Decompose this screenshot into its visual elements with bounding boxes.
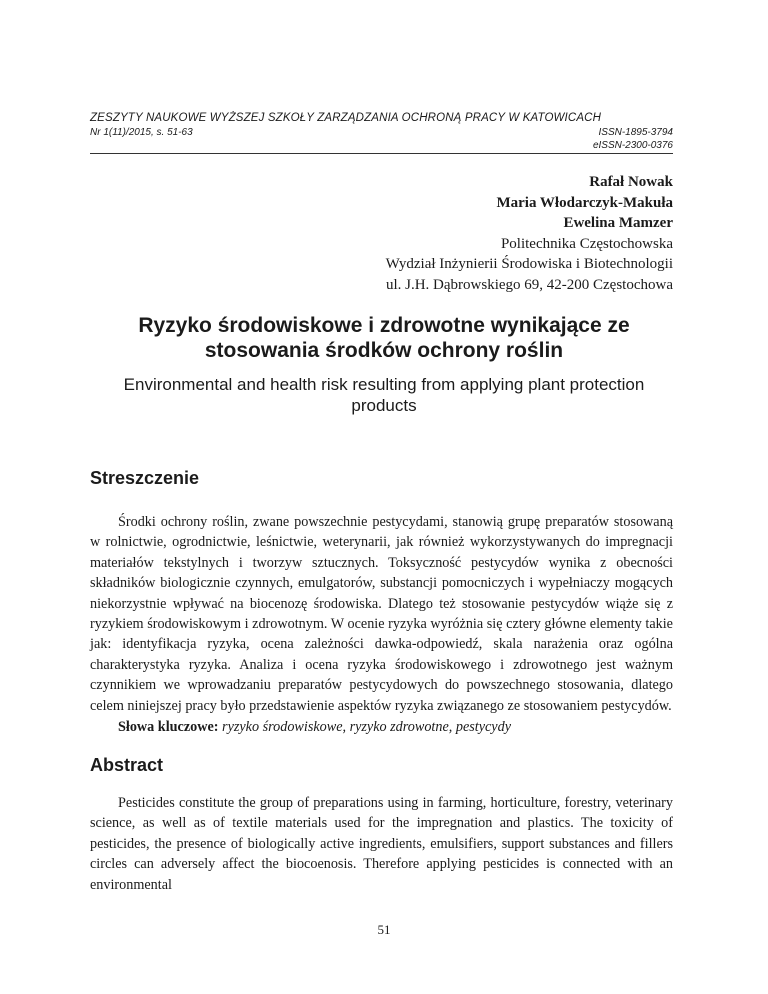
- journal-title: ZESZYTY NAUKOWE WYŻSZEJ SZKOŁY ZARZĄDZANIA OCHRONĄ PRACY W KATOWICACH: [90, 112, 602, 124]
- abstract-text: Pesticides constitute the group of preparations using in farming, horticulture, forestry, veterinary science, as well as of textile materials used for the impregnation and plastics. The toxicity of pesticides, the presence of biologically active ingredients, emulsifiers, support substances and fillers circles can adversely affect the biocoenosis. Therefore applying pesticides is connected with an environmental: [90, 795, 673, 893]
- page-number: 51: [377, 922, 391, 937]
- keywords-label: Słowa kluczowe:: [118, 719, 219, 735]
- author-name: Maria Włodarczyk-Makuła: [496, 194, 673, 211]
- abstract-heading: Abstract: [90, 755, 164, 775]
- keywords-text: ryzyko środowiskowe, ryzyko zdrowotne, pestycydy: [222, 719, 511, 735]
- article-title-en: Environmental and health risk resulting from applying plant protection products: [123, 375, 645, 415]
- author-name: Rafał Nowak: [589, 174, 673, 190]
- affiliation-faculty: Wydział Inżynierii Środowiska i Biotechnologii: [385, 256, 673, 272]
- affiliation-university: Politechnika Częstochowska: [500, 235, 673, 252]
- author-name: Ewelina Mamzer: [563, 215, 673, 231]
- issue-row: [90, 127, 673, 138]
- eissn: eISSN-2300-0376: [592, 140, 673, 151]
- header-divider: [90, 153, 673, 154]
- author-block: [386, 172, 673, 295]
- issn: ISSN-1895-3794: [598, 127, 673, 138]
- keywords-line: [118, 719, 511, 736]
- issue-info: Nr 1(11)/2015, s. 51-63: [90, 127, 193, 138]
- streszczenie-heading: Streszczenie: [90, 468, 200, 488]
- affiliation-address: ul. J.H. Dąbrowskiego 69, 42-200 Częstochowa: [385, 276, 673, 293]
- streszczenie-text: Środki ochrony roślin, zwane powszechnie pestycydami, stanowią grupę preparatów stosowaną w rolnictwie, ogrodnictwie, leśnictwie, weterynarii, jak również wykorzystywanych do impregnacji materiałów tekstylnych i tworzyw sztucznych. Toksyczność pestycydów wynika z obecności składników biologicznie czynnych, emulgatorów, substancji pomocniczych i wypełniaczy mogących niekorzystnie wpływać na biocenozę środowiska. Dlatego też stosowanie pestycydów wiąże się z ryzykiem środowiskowym i zdrowotnym. W ocenie ryzyka wyróżnia się cztery główne elementy takie jak: identyfikacja ryzyka, ocena zależności dawka-odpowiedź, skala narażenia oraz ogólna charakterystyka ryzyka. Analiza i ocena ryzyka środowiskowego i zdrowotnego jest ważnym czynnikiem we wprowadzaniu preparatów pestycydowych do powszechnego stosowania, dlatego celem niniejszej pracy było przedstawienie aspektów ryzyka związanego ze stosowaniem pestycydów.: [90, 514, 673, 714]
- article-title-pl: Ryzyko środowiskowe i zdrowotne wynikające ze stosowania środków ochrony roślin: [138, 314, 630, 362]
